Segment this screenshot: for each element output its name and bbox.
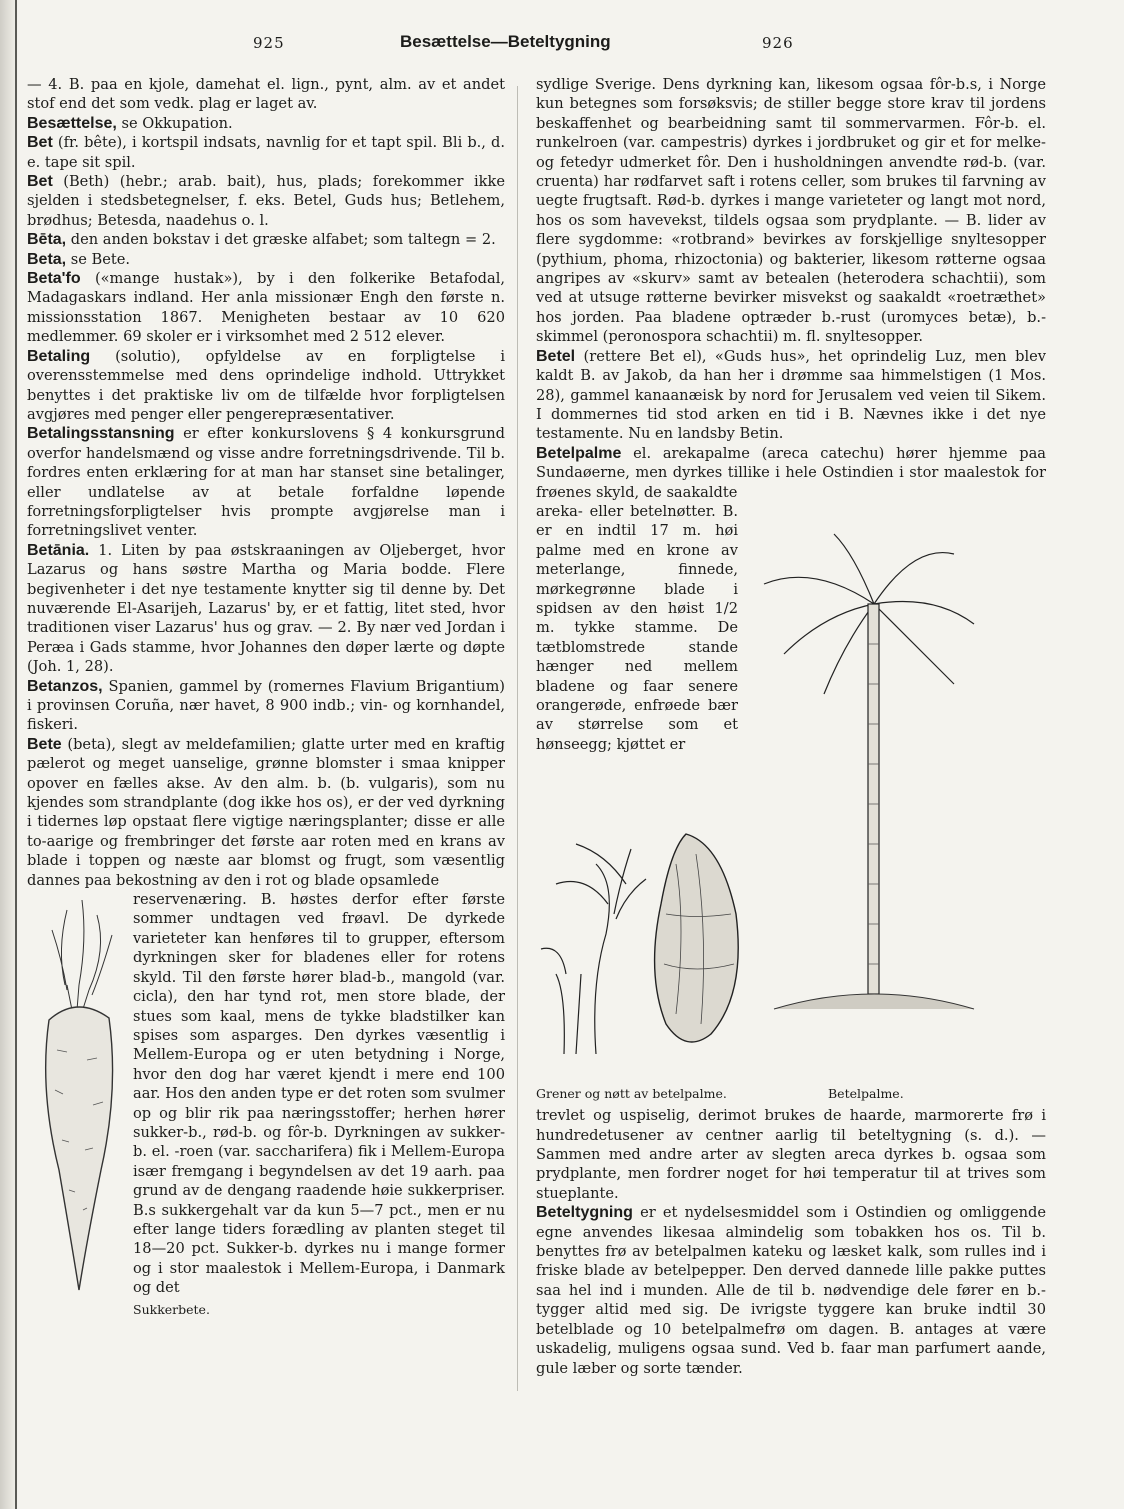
entry-betelpalme-end: trevlet og uspiselig, derimot brukes de haarde, marmorerte frø i hundredetusener av centner aarlig til beteltygning (s. d.). — Sammen med andre arter av slegten areca dyrkes b. ogsaa som prydplante, men fordrer noget for høi temperatur til at trives som stueplante.	[536, 1107, 1046, 1202]
betel-palm-illustration	[754, 524, 994, 1024]
entry-continuation: — 4. B. paa en kjole, damehat el. lign., pynt, alm. av et andet stof end det som vedk. plag er laget av.	[27, 76, 505, 113]
entry-betanzos: Betanzos, Spanien, gammel by (romernes Flavium Brigantium) i provinsen Coruña, nær havet, 8 900 indb.; vin- og kornhandel, fiskeri.	[27, 677, 506, 734]
branch-caption: Grener og nøtt av betelpalme.	[536, 1086, 727, 1102]
entry-besaettelse: Besættelse, se Okkupation.	[27, 114, 233, 132]
sugar-beet-figure	[27, 890, 127, 1302]
palm-caption: Betelpalme.	[828, 1086, 904, 1102]
page-number-left: 925	[253, 34, 285, 52]
entry-beteltygning: Beteltygning er et nydelsesmiddel som i Ostindien og omliggende egne anvendes likesaa almindelig som tobakken hos os. Til b. benyttes frø av betelpalmen kateku og læsket kalk, som rulles ind i friske blade av betelpepper. Den derved dannede lille pakke puttes saa hel ind i munden. Alle de til b. nødvendige dele fører en b.-tygger altid med sig. De ivrigste tyggere kan bruke indtil 30 betelblade og 10 betelpalmefrø om dagen. B. antages at være uskadelig, muligens ogsaa sund. Ved b. faar man parfumert aande, gule læber og sorte tænder.	[536, 1204, 1046, 1377]
beet-caption: Sukkerbete.	[133, 1301, 210, 1317]
entry-beta-letter: Bēta, den anden bokstav i det græske alfabet; som taltegn = 2.	[27, 231, 496, 249]
palm-captions	[536, 1084, 1046, 1106]
sugar-beet-illustration	[27, 890, 127, 1302]
column-divider	[517, 86, 518, 1391]
palm-side-text-block	[536, 502, 738, 754]
entry-bet-2: Bet (Beth) (hebr.; arab. bait), hus, plads; forekommer ikke sjelden i stedsbetegnelser, f. eks. Betel, Guds hus; Betlehem, brødhus; Betesda, naadehus o. l.	[27, 173, 506, 229]
branch-nut-illustration	[536, 824, 766, 1059]
right-column	[536, 75, 1046, 1378]
entry-betelpalme: Betelpalme el. arekapalme (areca catechu) hører hjemme paa Sundaøerne, men dyrkes tillike i hele Ostindien i stor maalestok for frøenes skyld, de saakaldte	[536, 444, 1046, 501]
palm-figure-area	[536, 754, 1046, 1084]
entry-betel: Betel (rettere Bet el), «Guds hus», het oprindelig Luz, men blev kaldt B. av Jakob, da han her i drømme saa himmelstigen (1 Mos. 28), gammel kanaanæisk by nord for Jerusalem ved veien til Sikem. I dommernes tid stod arken en tid i B. Nævnes ikke i det nye testamente. Nu en landsby Betin.	[536, 347, 1046, 443]
running-head: Besættelse—Beteltygning	[400, 32, 611, 51]
bete-continued-block	[27, 890, 505, 1298]
entry-betania: Betānia. 1. Liten by paa østskraaningen av Oljeberget, hvor Lazarus og hans søstre Martha og Maria bodde. Flere begivenheter i det nye testamente knytter sig til denne by. Det nuværende El-Asarijeh, Lazarus' by, er et fattig, litet sted, hvor traditionen viser Lazarus' hus og grav. — 2. By nær ved Jordan i Peræa i Gads stamme, hvor Johannes den døper lærte og døpte (Joh. 1, 28).	[27, 541, 505, 676]
entry-bete: Bete (beta), slegt av meldefamilien; glatte urter med en kraftig pælerot og meget uanselige, grønne blomster i smaa knipper opover en fælles akse. Av den alm. b. (b. vulgaris), som nu kjendes som strandplante (dog ikke hos os), er der ved dyrkning i tidernes løp opstaat flere vigtige næringsplanter; disse er alle to-aarige og frembringer det første aar roten med en krans av blade i toppen og næste aar blomst og frugt, som væsentlig dannes paa bekostning av den i rot og blade opsamlede	[27, 735, 506, 889]
entry-bet-1: Bet (fr. bête), i kortspil indsats, navnlig for et tapt spil. Bli b., d. e. tape sit spil.	[27, 134, 505, 171]
left-column	[27, 75, 505, 1319]
binding-line	[15, 0, 17, 1509]
page-number-right: 926	[762, 34, 794, 52]
entry-bete-end: sydlige Sverige. Dens dyrkning kan, likesom ogsaa fôr-b.s, i Norge kun betegnes som forsøksvis; de stiller begge store krav til jordens beskaffenhet og bearbeidning samt til sommervarmen. Fôr-b. el. runkelroen (var. campestris) dyrkes i jordbruket og gir et for melke- og fetedyr udmerket fôr. Den i husholdningen anvendte rød-b. (var. cruenta) har rødfarvet saft i rotens celler, som brukes til farvning av uegte frugtsaft. Rød-b. dyrkes i mange varieteter og langt mot nord, hos os som havevekst, tildels ogsaa som prydplante. — B. lider av flere sygdomme: «rotbrand» bevirkes av forskjellige snyltesopper (pythium, phoma, rhizoctonia) og bakterier, likesom røtterne ogsaa angripes av «skurv» samt av betealen (heterodera schachtii), som ved at utsuge røtterne bevirker misvekst og saakaldt «roetræthet» hos jorden. Paa bladene optræder b.-rust (uromyces betæ), b.-skimmel (peronospora schachtii) m. fl. snyltesopper.	[536, 76, 1046, 346]
entry-betelpalme-continued: areka- eller betelnøtter. B. er en indtil 17 m. høi palme med en krone av meterlange, finnede, mørkegrønne blade i spidsen av den høist 1/2 m. tykke stamme. De tætblomstrede stande hænger ned mellem bladene og faar senere orangerøde, enfrøede bær av størrelse som et hønseegg; kjøttet er	[536, 502, 738, 753]
entry-betalingsstansning: Betalingsstansning er efter konkurslovens § 4 konkursgrund overfor handelsmænd og visse andre forretningsdrivende. Til b. fordres enten erklæring for at man har stanset sine betalinger, eller undlatelse av at betale forfaldne løpende forretningsforpligtelser hvis prompte avgjørelse man i forretningslivet venter.	[27, 425, 505, 540]
entry-betaling: Betaling (solutio), opfyldelse av en forpligtelse i overensstemmelse med dens oprindelige indhold. Uttrykket benyttes i det praktiske liv om de tilfælde hvor forpligtelsen avgjøres med penger eller pengerepræsentativer.	[27, 347, 505, 423]
entry-betafo: Beta'fo («mange hustak»), by i den folkerike Betafodal, Madagaskars indland. Her anla missionær Engh den første n. missionsstation 1867. Menigheten bestaar av 10 620 medlemmer. 69 skoler er i virksomhet med 2 512 elever.	[27, 270, 505, 346]
entry-bete-continued: reservenæring. B. høstes derfor efter første sommer undtagen ved frøavl. De dyrkede varieteter kan henføres til to grupper, eftersom dyrkningen sker for bladenes eller for rotens skyld. Til den første hører blad-b., mangold (var. cicla), den har tynd rot, men store blade, der stues som kaal, mens de tykke bladstilker kan spises som asparges. Den dyrkes væsentlig i Mellem-Europa og er uten betydning i Norge, hvor den dog har været kjendt i mere end 100 aar. Hos den anden type er det roten som svulmer op og blir rik paa næringsstoffer; herhen hører sukker-b., rød-b. og fôr-b. Dyrkningen av sukker-b. el. -roen (var. saccharifera) fik i Mellem-Europa især fremgang i begyndelsen av det 19 aarh. paa grund av de dengang raadende høie sukkerpriser. B.s sukkergehalt var da kun 5—7 pct., men er nu efter lange tiders forædling av planten steget til 18—20 pct. Sukker-b. dyrkes nu i mange former og i stor maalestok i Mellem-Europa, i Danmark og det	[133, 891, 505, 1297]
page-header	[0, 34, 1124, 58]
entry-beta: Beta, se Bete.	[27, 250, 131, 268]
